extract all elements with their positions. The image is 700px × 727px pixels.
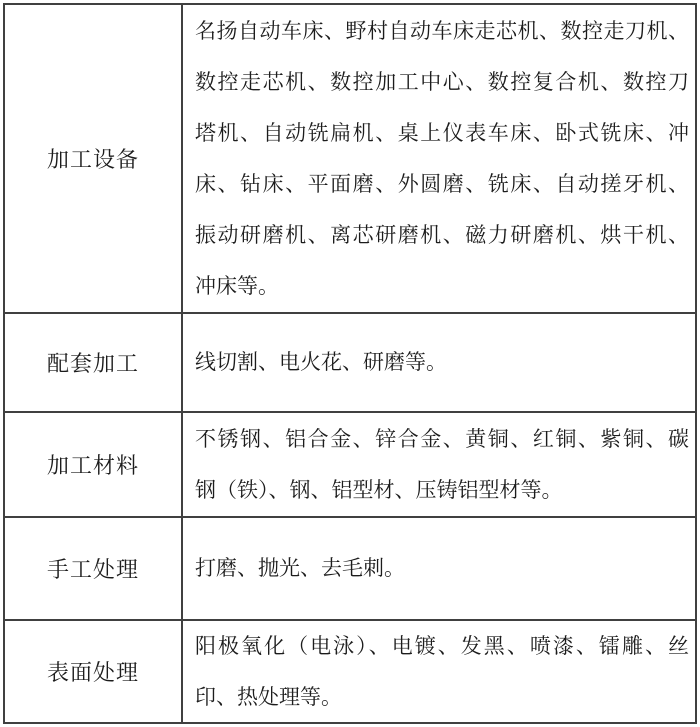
row-header-cell: [5, 518, 183, 619]
row-label: 加工设备: [46, 147, 139, 172]
row-content-cell: [183, 413, 695, 516]
row-content-cell: [183, 621, 695, 722]
row-header-cell: [5, 314, 183, 411]
table-row: [5, 516, 695, 619]
row-label: 加工材料: [46, 453, 139, 478]
content-line: 塔机、自动铣扁机、桌上仪表车床、卧式铣床、冲: [195, 120, 689, 145]
row-content-cell: [183, 5, 695, 312]
row-content-cell: [183, 314, 695, 411]
content-line: 床、钻床、平面磨、外圆磨、铣床、自动搓牙机、: [195, 171, 689, 196]
content-line: 数控走芯机、数控加工中心、数控复合机、数控刀: [195, 69, 689, 94]
content-line: 振动研磨机、离芯研磨机、磁力研磨机、烘干机、: [195, 222, 689, 247]
row-header-cell: [5, 5, 183, 312]
table-row: [5, 5, 695, 312]
table-row: [5, 312, 695, 411]
row-label: 表面处理: [46, 660, 139, 685]
table-row: [5, 411, 695, 516]
content-line: 线切割、电火花、研磨等。: [195, 350, 447, 374]
row-header-cell: [5, 621, 183, 722]
content-line: 钢（铁）、钢、铝型材、压铸铝型材等。: [195, 477, 563, 502]
capabilities-table: [3, 3, 697, 724]
content-line: 阳极氧化（电泳）、电镀、发黑、喷漆、镭雕、丝: [195, 634, 689, 658]
table-row: [5, 619, 695, 722]
row-content-cell: [183, 518, 695, 619]
content-line: 不锈钢、铝合金、锌合金、黄铜、红铜、紫铜、碳: [195, 426, 689, 451]
content-line: 打磨、抛光、去毛刺。: [195, 556, 405, 580]
content-line: 印、热处理等。: [195, 684, 342, 709]
row-header-cell: [5, 413, 183, 516]
row-label: 手工处理: [46, 557, 139, 582]
content-line: 冲床等。: [195, 273, 279, 298]
row-label: 配套加工: [46, 351, 139, 376]
content-line: 名扬自动车床、野村自动车床走芯机、数控走刀机、: [195, 18, 689, 43]
